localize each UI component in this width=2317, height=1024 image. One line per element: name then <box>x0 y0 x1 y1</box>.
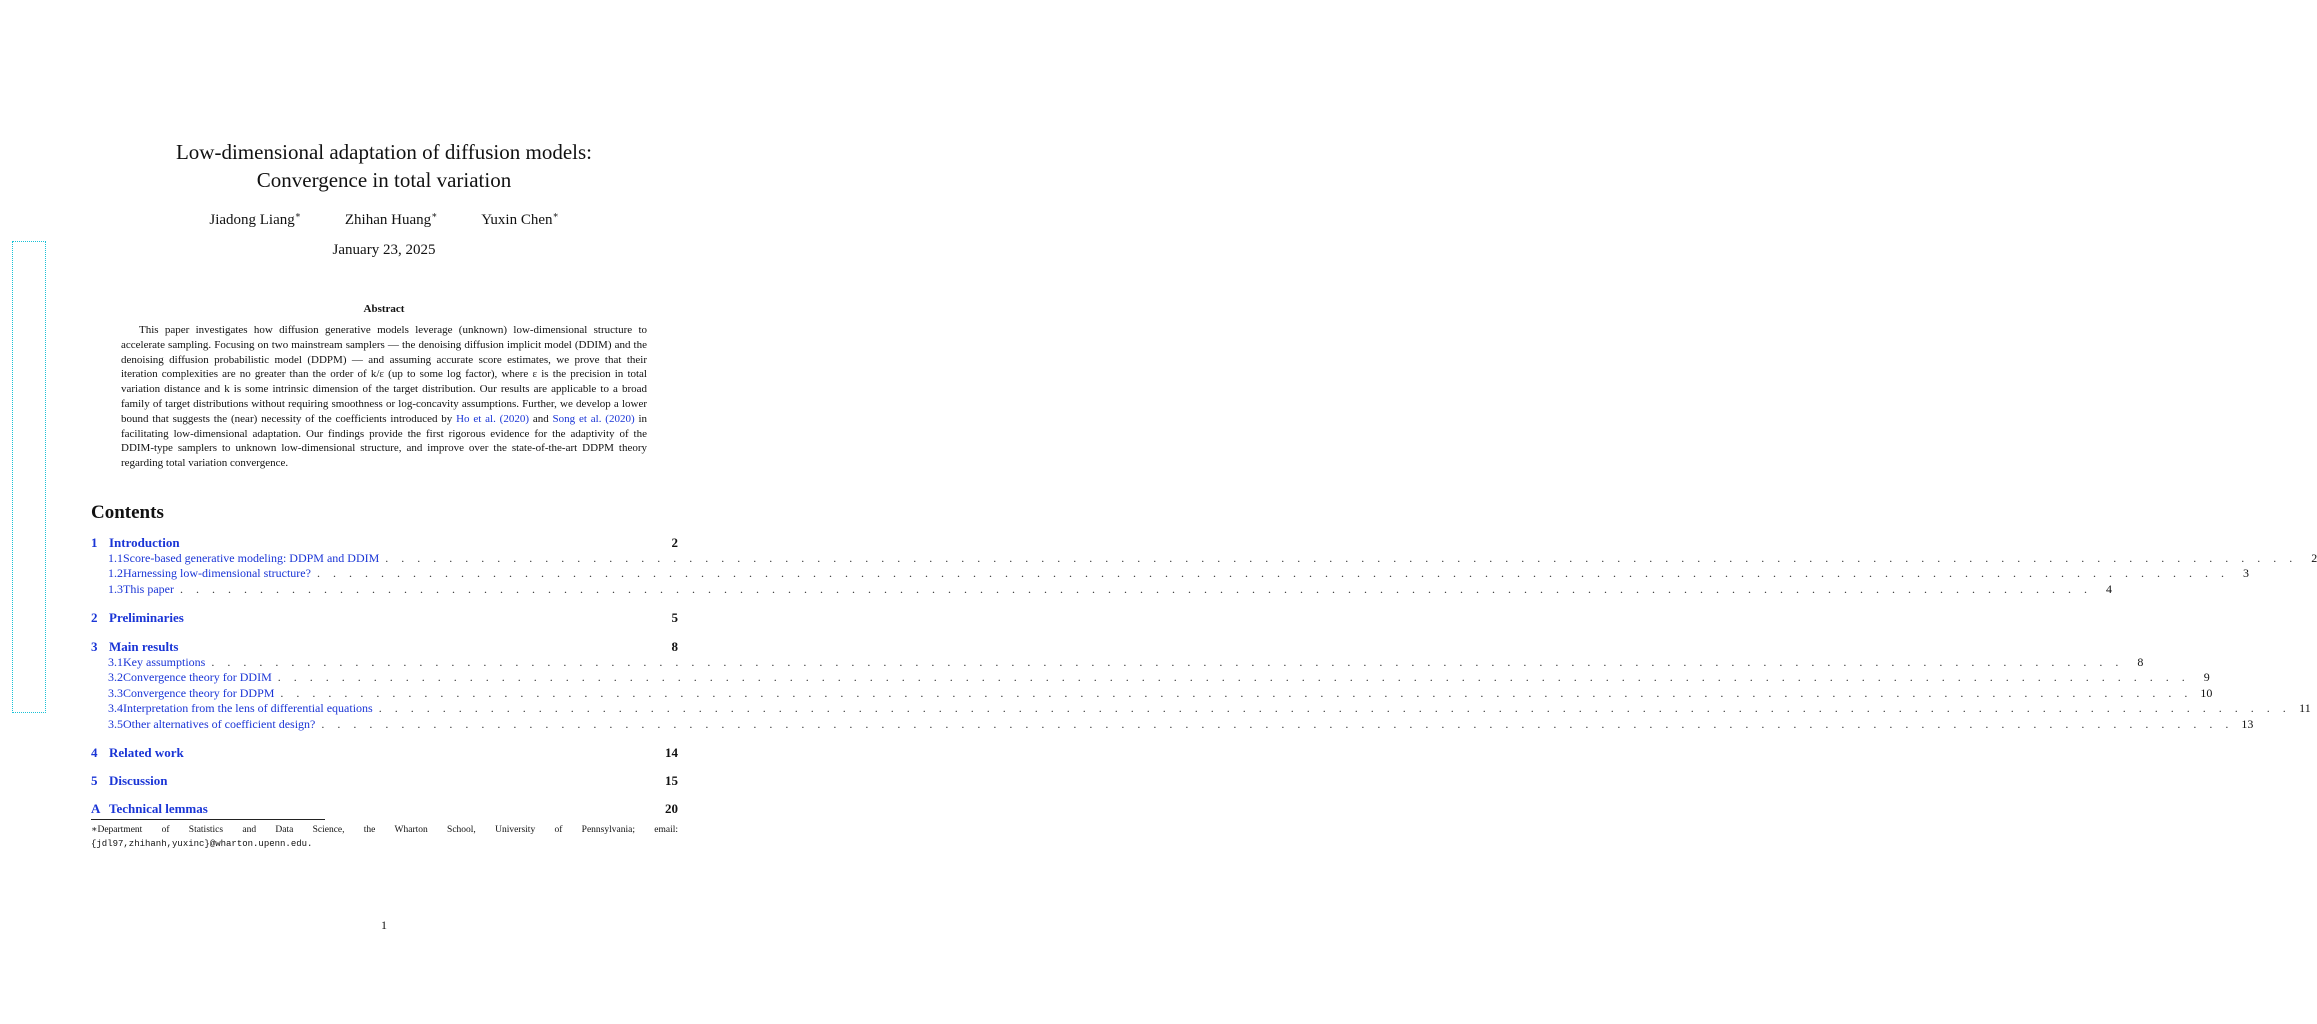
toc-entry-link[interactable]: Harnessing low-dimensional structure? <box>123 566 311 580</box>
toc-section-entry[interactable] <box>91 745 678 761</box>
toc-entry-link[interactable]: Convergence theory for DDPM <box>123 686 275 700</box>
toc-subsection-entry[interactable] <box>91 717 2254 732</box>
toc-page-number: 13 <box>2241 717 2254 731</box>
citation-link-ho[interactable]: Ho et al. (2020) <box>456 412 530 425</box>
citation-link-song[interactable]: Song et al. (2020) <box>552 412 635 425</box>
toc-dot-leader: . . . . . . . . . . . . . . . . . . . . . . . . . . . . . . . . . . . . . . . . . . . . . . . . . . . . . . . . . . . . . . . . . . . . . . . . . . . . . . . . . . . . . . . . . . . . . . . . . . . . . . . . . . . . . . . . . . . . . . . . <box>378 701 2291 715</box>
toc-subsection-entry[interactable] <box>91 582 2112 597</box>
toc-entry-number: 3.1 <box>108 655 123 669</box>
footnote-affiliation: ∗Department of Statistics and Data Science, the Wharton School, University of Pennsylvania; email: <box>91 825 678 835</box>
toc-entry-number: 3 <box>91 639 98 654</box>
footnote-email: {jdl97,zhihanh,yuxinc}@wharton.upenn.edu. <box>91 839 313 849</box>
paper-title <box>0 138 768 194</box>
toc-dot-leader: . . . . . . . . . . . . . . . . . . . . . . . . . . . . . . . . . . . . . . . . . . . . . . . . . . . . . . . . . . . . . . . . . . . . . . . . . . . . . . . . . . . . . . . . . . . . . . . . . . . . . . . . . . . . . . . . . . . . . . . . <box>211 655 2124 669</box>
toc-section-entry[interactable] <box>91 801 678 817</box>
toc-section-entry[interactable] <box>91 535 678 551</box>
toc-page-number: 8 <box>2137 655 2144 669</box>
toc-entry-number: 3.5 <box>108 717 123 731</box>
contents-heading: Contents <box>91 502 164 523</box>
toc-entry-number: 1.1 <box>108 551 123 565</box>
toc-subsection-entry[interactable] <box>91 655 2144 670</box>
toc-entry-number: 5 <box>91 773 98 788</box>
footnote <box>91 823 678 851</box>
toc-page-number: 11 <box>2299 701 2311 715</box>
toc-entry-link[interactable]: Convergence theory for DDIM <box>123 670 272 684</box>
toc-entry-number: 2 <box>91 610 98 625</box>
author: Yuxin Chen∗ <box>481 210 559 228</box>
toc-entry-number: 1.3 <box>108 582 123 596</box>
toc-page-number: 5 <box>671 610 678 625</box>
toc-dot-leader: . . . . . . . . . . . . . . . . . . . . . . . . . . . . . . . . . . . . . . . . . . . . . . . . . . . . . . . . . . . . . . . . . . . . . . . . . . . . . . . . . . . . . . . . . . . . . . . . . . . . . . . . . . . . . . . . . . . . . . . . <box>179 582 2092 596</box>
toc-entry-link[interactable]: Technical lemmas <box>109 801 208 816</box>
affiliation-mark: ∗ <box>294 210 301 220</box>
toc-page-number: 4 <box>2105 582 2112 596</box>
toc-page-number: 15 <box>665 773 678 788</box>
toc-dot-leader: . . . . . . . . . . . . . . . . . . . . . . . . . . . . . . . . . . . . . . . . . . . . . . . . . . . . . . . . . . . . . . . . . . . . . . . . . . . . . . . . . . . . . . . . . . . . . . . . . . . . . . . . . . . . . . . . . . . . . . . . <box>277 670 2190 684</box>
abstract-body: This paper investigates how diffusion generative models leverage (unknown) low-dimensional structure to accelerate sampling. Focusing on two mainstream samplers — the denoising diffusion implicit model (DDIM) and the denoising diffusion probabilistic model (DDPM) — and assuming accurate score estimates, we prove that their iteration complexities are no greater than the order of k/ε (up to some log factor), where ε is the precision in total variation distance and k is some intrinsic dimension of the target distribution. Our results are applicable to a broad family of target distributions without requiring smoothness or log-concavity assumptions. Further, we develop a lower bound that suggests the (near) necessity of the coefficients introduced by Ho et al. (2020) and Song et al. (2020) in facilitating low-dimensional adaptation. Our findings provide the first rigorous evidence for the adaptivity of the DDIM-type samplers to unknown low-dimensional structure, and improve over the state-of-the-art DDPM theory regarding total variation convergence. <box>121 324 648 470</box>
toc-page-number: 8 <box>671 639 678 654</box>
toc-page-number: 9 <box>2203 670 2210 684</box>
toc-section-entry[interactable] <box>91 610 678 626</box>
toc-entry-link[interactable]: Interpretation from the lens of differential equations <box>123 701 373 715</box>
toc-entry-link[interactable]: Related work <box>109 745 184 760</box>
toc-entry-link[interactable]: This paper <box>123 582 174 596</box>
toc-entry-link[interactable]: Preliminaries <box>109 610 184 625</box>
toc-page-number: 14 <box>665 745 678 760</box>
toc-entry-link[interactable]: Discussion <box>109 773 168 788</box>
title-line-2: Convergence in total variation <box>256 168 512 192</box>
toc-page-number: 2 <box>2311 551 2317 565</box>
toc-entry-number: 3.2 <box>108 670 123 684</box>
page-number: 1 <box>381 918 387 932</box>
toc-entry-number: 3.4 <box>108 701 123 715</box>
footnote-rule <box>91 819 325 820</box>
affiliation-mark: ∗ <box>431 210 438 220</box>
author: Zhihan Huang∗ <box>344 210 438 228</box>
toc-entry-link[interactable]: Key assumptions <box>123 655 206 669</box>
toc-subsection-entry[interactable] <box>91 670 2210 685</box>
toc-dot-leader: . . . . . . . . . . . . . . . . . . . . . . . . . . . . . . . . . . . . . . . . . . . . . . . . . . . . . . . . . . . . . . . . . . . . . . . . . . . . . . . . . . . . . . . . . . . . . . . . . . . . . . . . . . . . . . . . . . . . . . . . <box>385 551 2298 565</box>
toc-page-number: 2 <box>671 535 678 550</box>
toc-entry-link[interactable]: Introduction <box>109 535 180 550</box>
toc-dot-leader: . . . . . . . . . . . . . . . . . . . . . . . . . . . . . . . . . . . . . . . . . . . . . . . . . . . . . . . . . . . . . . . . . . . . . . . . . . . . . . . . . . . . . . . . . . . . . . . . . . . . . . . . . . . . . . . . . . . . . . . . <box>321 717 2234 731</box>
toc-subsection-entry[interactable] <box>91 701 2311 716</box>
toc-entry-number: 4 <box>91 745 98 760</box>
paper-date: January 23, 2025 <box>332 242 436 258</box>
toc-entry-link[interactable]: Main results <box>109 639 179 654</box>
toc-page-number: 20 <box>665 801 678 816</box>
author: Jiadong Liang∗ <box>209 210 301 228</box>
author-list <box>0 210 768 229</box>
toc-page-number: 3 <box>2242 566 2249 580</box>
toc-subsection-entry[interactable] <box>91 686 2213 701</box>
abstract-heading: Abstract <box>363 303 405 315</box>
toc-entry-link[interactable]: Other alternatives of coefficient design? <box>123 717 316 731</box>
toc-section-entry[interactable] <box>91 639 678 655</box>
toc-entry-number: 1 <box>91 535 98 550</box>
toc-entry-number: A <box>91 801 101 816</box>
affiliation-mark: ∗ <box>552 210 559 220</box>
toc-entry-number: 3.3 <box>108 686 123 700</box>
toc-page-number: 10 <box>2200 686 2213 700</box>
toc-section-entry[interactable] <box>91 773 678 789</box>
toc-dot-leader: . . . . . . . . . . . . . . . . . . . . . . . . . . . . . . . . . . . . . . . . . . . . . . . . . . . . . . . . . . . . . . . . . . . . . . . . . . . . . . . . . . . . . . . . . . . . . . . . . . . . . . . . . . . . . . . . . . . . . . . . <box>316 566 2229 580</box>
toc-entry-number: 1.2 <box>108 566 123 580</box>
toc-dot-leader: . . . . . . . . . . . . . . . . . . . . . . . . . . . . . . . . . . . . . . . . . . . . . . . . . . . . . . . . . . . . . . . . . . . . . . . . . . . . . . . . . . . . . . . . . . . . . . . . . . . . . . . . . . . . . . . . . . . . . . . . <box>280 686 2193 700</box>
toc-subsection-entry[interactable] <box>91 551 2317 566</box>
toc-subsection-entry[interactable] <box>91 566 2249 581</box>
title-line-1: Low-dimensional adaptation of diffusion models: <box>175 140 593 164</box>
toc-entry-link[interactable]: Score-based generative modeling: DDPM and DDIM <box>123 551 380 565</box>
